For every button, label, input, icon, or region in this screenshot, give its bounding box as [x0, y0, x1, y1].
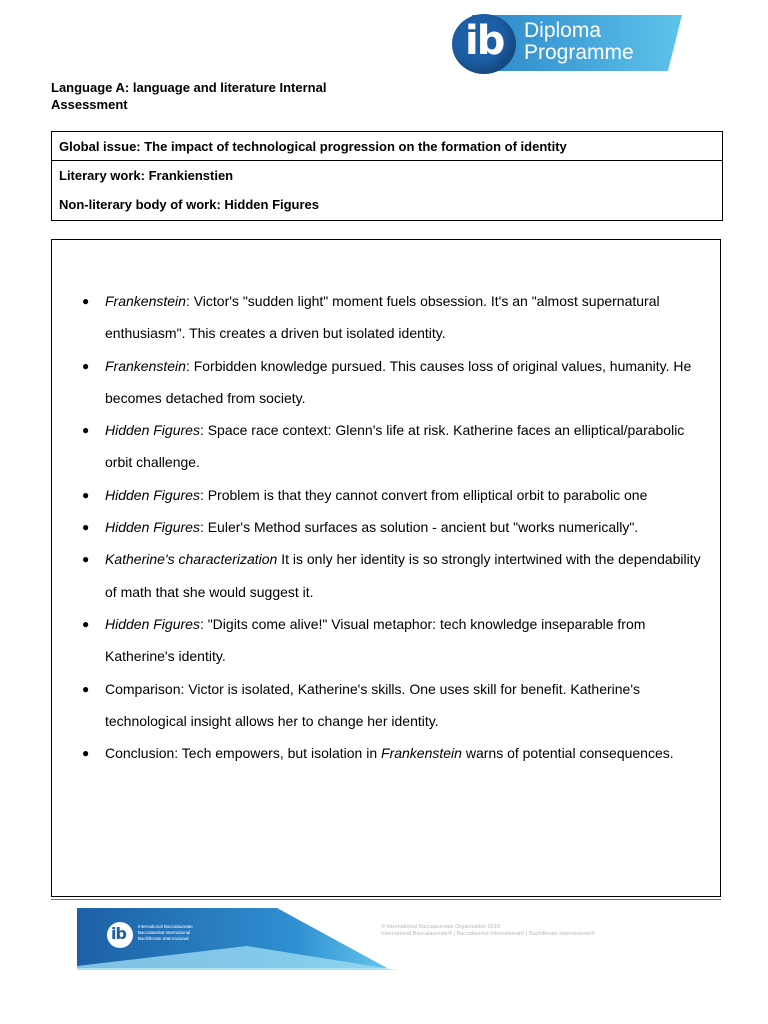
- list-item: [82, 608, 714, 673]
- bullet-icon: ●: [82, 552, 90, 567]
- footer-divider: [51, 899, 721, 900]
- list-item: [82, 673, 714, 738]
- list-item: [82, 414, 714, 479]
- copyright-line: © International Baccalaureate Organization 2018: [381, 924, 501, 930]
- bullet-icon: ●: [82, 616, 90, 631]
- work-title: Hidden Figures: [105, 519, 200, 536]
- note-text: Comparison: Victor is isolated, Katherine's skills. One uses skill for benefit. Katherine's technological insight allows her to change her identity.: [105, 680, 640, 729]
- bullet-icon: ●: [82, 487, 90, 502]
- page-title: Language A: language and literature Internal Assessment: [51, 80, 327, 112]
- note-text-after: warns of potential consequences.: [461, 745, 674, 762]
- note-text: : "Digits come alive!" Visual metaphor: tech knowledge inseparable from Katherine's identity.: [105, 615, 646, 665]
- logo-line-programme: Programme: [524, 41, 634, 64]
- bullet-icon: ●: [82, 423, 90, 438]
- bullet-icon: ●: [82, 520, 90, 535]
- bullet-icon: ●: [82, 358, 90, 373]
- org-name-en: International Baccalaureate: [138, 924, 193, 929]
- footer-copyright: [381, 924, 601, 938]
- footer-ib-mark: ib: [111, 924, 126, 943]
- list-item: [82, 511, 714, 543]
- info-table: [51, 131, 723, 221]
- note-text: : Forbidden knowledge pursued. This causes loss of original values, humanity. He becomes detached from society.: [105, 357, 692, 406]
- note-text: : Space race context: Glenn's life at risk. Katherine faces an elliptical/parabolic orbit challenge.: [105, 422, 685, 471]
- list-item: [82, 543, 714, 608]
- bullet-icon: ●: [82, 294, 90, 308]
- diploma-programme-logo: [452, 12, 682, 76]
- logo-line-diploma: Diploma: [524, 19, 602, 42]
- org-name-fr: Baccalauréat International: [138, 930, 191, 935]
- note-text: : Euler's Method surfaces as solution - ancient but "works numerically".: [199, 519, 639, 536]
- list-item: [82, 737, 714, 769]
- global-issue: Global issue: The impact of technological progression on the formation of identity: [52, 132, 722, 161]
- trademark-line: International Baccalaureate® | Baccalauréat International® | Bachillerato Internacional®: [381, 931, 595, 937]
- work-title: Frankenstein: [105, 357, 186, 374]
- footer-org-names: [138, 924, 193, 942]
- work-title: Hidden Figures: [105, 486, 200, 503]
- bullet-icon: ●: [82, 746, 90, 761]
- list-item: [82, 479, 714, 511]
- note-text: It is only her identity is so strongly intertwined with the dependability of math that she would suggest it.: [105, 551, 701, 600]
- work-title: Hidden Figures: [105, 422, 200, 439]
- note-text: : Problem is that they cannot convert from elliptical orbit to parabolic one: [199, 486, 648, 503]
- notes-box: [51, 239, 721, 897]
- note-text: : Victor's "sudden light" moment fuels obsession. It's an "almost supernatural enthusiasm". This creates a driven but isolated identity.: [105, 293, 660, 342]
- logo-text: [524, 20, 634, 64]
- list-item: [82, 285, 714, 350]
- bullet-icon: ●: [82, 681, 90, 696]
- org-name-es: Bachillerato Internacional: [138, 936, 189, 941]
- notes-list: [82, 285, 714, 769]
- list-item: [82, 350, 714, 415]
- work-title: Hidden Figures: [105, 615, 200, 632]
- work-title: Katherine's characterization: [105, 551, 278, 568]
- non-literary-work: Non-literary body of work: Hidden Figures: [59, 197, 320, 212]
- literary-work: Literary work: Frankienstien: [59, 168, 234, 183]
- work-title: Frankenstein: [105, 293, 186, 309]
- ib-logo-mark: ib: [465, 18, 504, 64]
- note-text: Conclusion: Tech empowers, but isolation in: [105, 745, 382, 762]
- work-title: Frankenstein: [381, 745, 462, 762]
